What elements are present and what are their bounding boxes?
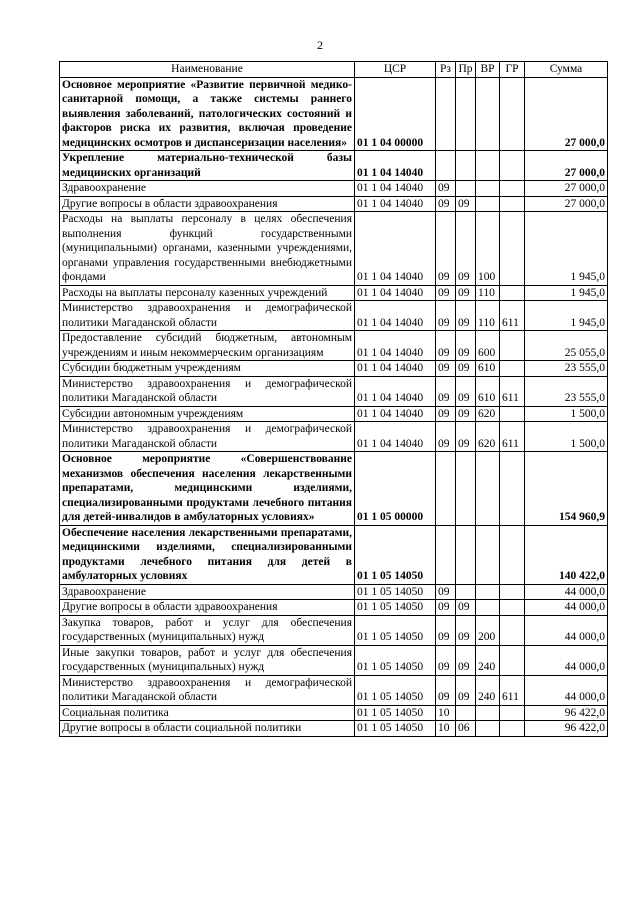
cell-vr: 620 [476,422,500,452]
cell-pr: 09 [456,331,476,361]
table-row [60,645,608,675]
cell-gr [500,600,525,616]
cell-name: Министерство здравоохранения и демографической политики Магаданской области [60,376,355,406]
cell-csr: 01 1 04 14040 [355,196,436,212]
cell-name: Субсидии бюджетным учреждениям [60,361,355,377]
cell-name: Основное мероприятие «Развитие первичной медико-санитарной помощи, а также системы раннего выявления заболеваний, патологических состояний и факторов риска их развития, включая проведение медицинских осмотров и диспансеризации населения» [60,77,355,151]
cell-rz: 09 [436,615,456,645]
cell-sum: 23 555,0 [525,361,608,377]
cell-vr [476,705,500,721]
cell-name: Министерство здравоохранения и демографической политики Магаданской области [60,301,355,331]
cell-gr [500,77,525,151]
table-row [60,615,608,645]
cell-gr [500,196,525,212]
budget-table [59,61,608,737]
table-row [60,721,608,737]
cell-vr: 610 [476,376,500,406]
cell-gr [500,721,525,737]
cell-sum: 1 945,0 [525,285,608,301]
cell-gr: 611 [500,301,525,331]
cell-gr [500,361,525,377]
cell-gr: 611 [500,376,525,406]
cell-pr [456,181,476,197]
cell-vr [476,196,500,212]
cell-pr: 09 [456,600,476,616]
cell-gr [500,645,525,675]
cell-gr [500,705,525,721]
table-row [60,705,608,721]
cell-name: Другие вопросы в области здравоохранения [60,600,355,616]
cell-sum: 23 555,0 [525,376,608,406]
table-row [60,212,608,286]
cell-vr: 110 [476,285,500,301]
cell-name: Обеспечение населения лекарственными препаратами, медицинскими изделиями, специализированными продуктами лечебного питания для детей в амбулаторных условиях [60,525,355,584]
cell-sum: 44 000,0 [525,645,608,675]
cell-pr [456,584,476,600]
header-vr: ВР [476,62,500,78]
cell-vr: 610 [476,361,500,377]
header-sum: Сумма [525,62,608,78]
cell-csr: 01 1 05 14050 [355,615,436,645]
cell-gr [500,151,525,181]
cell-csr: 01 1 05 14050 [355,645,436,675]
cell-gr: 611 [500,675,525,705]
header-csr: ЦСР [355,62,436,78]
cell-sum: 27 000,0 [525,181,608,197]
cell-vr: 240 [476,645,500,675]
cell-vr [476,77,500,151]
cell-sum: 1 945,0 [525,212,608,286]
table-body [60,77,608,736]
header-name: Наименование [60,62,355,78]
table-row [60,285,608,301]
cell-vr [476,452,500,526]
cell-vr [476,525,500,584]
table-row [60,301,608,331]
table-row [60,422,608,452]
cell-vr: 600 [476,331,500,361]
cell-sum: 44 000,0 [525,615,608,645]
cell-name: Иные закупки товаров, работ и услуг для обеспечения государственных (муниципальных) нужд [60,645,355,675]
table-row [60,600,608,616]
cell-name: Здравоохранение [60,181,355,197]
cell-rz: 09 [436,181,456,197]
table-header-row [60,62,608,78]
cell-csr: 01 1 04 00000 [355,77,436,151]
cell-vr [476,584,500,600]
cell-csr: 01 1 04 14040 [355,212,436,286]
cell-pr: 09 [456,422,476,452]
cell-gr [500,285,525,301]
cell-rz [436,151,456,181]
cell-pr: 09 [456,376,476,406]
header-pr: Пр [456,62,476,78]
table-row [60,181,608,197]
cell-sum: 96 422,0 [525,721,608,737]
page-number: 2 [317,38,323,52]
cell-gr [500,181,525,197]
table-row [60,151,608,181]
cell-sum: 1 500,0 [525,406,608,422]
cell-rz: 10 [436,705,456,721]
header-rz: Рз [436,62,456,78]
cell-pr [456,151,476,181]
cell-vr: 110 [476,301,500,331]
table-row [60,452,608,526]
cell-vr: 100 [476,212,500,286]
cell-vr: 200 [476,615,500,645]
cell-gr [500,452,525,526]
table-row [60,376,608,406]
cell-csr: 01 1 05 14050 [355,705,436,721]
cell-sum: 140 422,0 [525,525,608,584]
cell-sum: 27 000,0 [525,77,608,151]
cell-sum: 44 000,0 [525,600,608,616]
cell-rz: 09 [436,212,456,286]
cell-name: Министерство здравоохранения и демографической политики Магаданской области [60,422,355,452]
cell-gr [500,406,525,422]
cell-pr: 09 [456,615,476,645]
cell-name: Укрепление материально-технической базы медицинских организаций [60,151,355,181]
cell-rz: 09 [436,584,456,600]
cell-csr: 01 1 04 14040 [355,181,436,197]
table-row [60,196,608,212]
cell-rz: 09 [436,361,456,377]
cell-rz: 09 [436,422,456,452]
cell-name: Другие вопросы в области здравоохранения [60,196,355,212]
cell-sum: 25 055,0 [525,331,608,361]
cell-name: Основное мероприятие «Совершенствование механизмов обеспечения населения лекарственными препаратами, медицинскими изделиями, специализированными продуктами лечебного питания для детей-инвалидов в амбулаторных условиях» [60,452,355,526]
cell-name: Социальная политика [60,705,355,721]
cell-csr: 01 1 04 14040 [355,151,436,181]
cell-pr: 09 [456,675,476,705]
cell-rz [436,525,456,584]
cell-name: Субсидии автономным учреждениям [60,406,355,422]
cell-vr: 240 [476,675,500,705]
cell-rz: 09 [436,675,456,705]
cell-vr: 620 [476,406,500,422]
cell-pr: 09 [456,301,476,331]
cell-csr: 01 1 05 14050 [355,584,436,600]
cell-rz: 09 [436,600,456,616]
cell-csr: 01 1 05 14050 [355,600,436,616]
cell-rz: 09 [436,376,456,406]
cell-rz: 09 [436,645,456,675]
cell-csr: 01 1 05 14050 [355,525,436,584]
cell-sum: 44 000,0 [525,675,608,705]
cell-sum: 27 000,0 [525,151,608,181]
cell-sum: 154 960,9 [525,452,608,526]
cell-csr: 01 1 04 14040 [355,422,436,452]
cell-rz [436,452,456,526]
table-row [60,584,608,600]
cell-pr [456,452,476,526]
cell-name: Предоставление субсидий бюджетным, автономным учреждениям и иным некоммерческим организациям [60,331,355,361]
header-gr: ГР [500,62,525,78]
table-row [60,361,608,377]
cell-csr: 01 1 04 14040 [355,361,436,377]
cell-gr [500,525,525,584]
cell-pr [456,77,476,151]
cell-vr [476,181,500,197]
cell-sum: 27 000,0 [525,196,608,212]
cell-pr: 09 [456,645,476,675]
table-row [60,77,608,151]
cell-csr: 01 1 05 14050 [355,675,436,705]
cell-gr [500,615,525,645]
cell-pr: 09 [456,406,476,422]
cell-name: Другие вопросы в области социальной политики [60,721,355,737]
cell-rz: 09 [436,331,456,361]
cell-csr: 01 1 05 00000 [355,452,436,526]
cell-rz [436,77,456,151]
cell-pr: 09 [456,361,476,377]
cell-pr: 09 [456,212,476,286]
cell-csr: 01 1 04 14040 [355,376,436,406]
cell-csr: 01 1 04 14040 [355,331,436,361]
cell-sum: 1 945,0 [525,301,608,331]
cell-csr: 01 1 04 14040 [355,285,436,301]
cell-vr [476,151,500,181]
cell-name: Расходы на выплаты персоналу казенных учреждений [60,285,355,301]
cell-gr [500,584,525,600]
cell-vr [476,721,500,737]
cell-rz: 09 [436,406,456,422]
cell-gr: 611 [500,422,525,452]
cell-name: Здравоохранение [60,584,355,600]
cell-csr: 01 1 04 14040 [355,301,436,331]
cell-rz: 09 [436,285,456,301]
cell-gr [500,331,525,361]
table-row [60,406,608,422]
cell-csr: 01 1 04 14040 [355,406,436,422]
cell-sum: 96 422,0 [525,705,608,721]
cell-gr [500,212,525,286]
cell-name: Министерство здравоохранения и демографической политики Магаданской области [60,675,355,705]
table-row [60,525,608,584]
cell-pr: 09 [456,196,476,212]
cell-pr [456,705,476,721]
cell-sum: 44 000,0 [525,584,608,600]
cell-name: Расходы на выплаты персоналу в целях обеспечения выполнения функций государственными (муниципальными) органами, казенными учреждениями, органами управления государственными внебюджетными фондами [60,212,355,286]
cell-vr [476,600,500,616]
cell-rz: 09 [436,301,456,331]
cell-rz: 09 [436,196,456,212]
cell-rz: 10 [436,721,456,737]
cell-pr [456,525,476,584]
table-row [60,331,608,361]
cell-pr: 06 [456,721,476,737]
cell-sum: 1 500,0 [525,422,608,452]
cell-csr: 01 1 05 14050 [355,721,436,737]
table-row [60,675,608,705]
cell-name: Закупка товаров, работ и услуг для обеспечения государственных (муниципальных) нужд [60,615,355,645]
cell-pr: 09 [456,285,476,301]
